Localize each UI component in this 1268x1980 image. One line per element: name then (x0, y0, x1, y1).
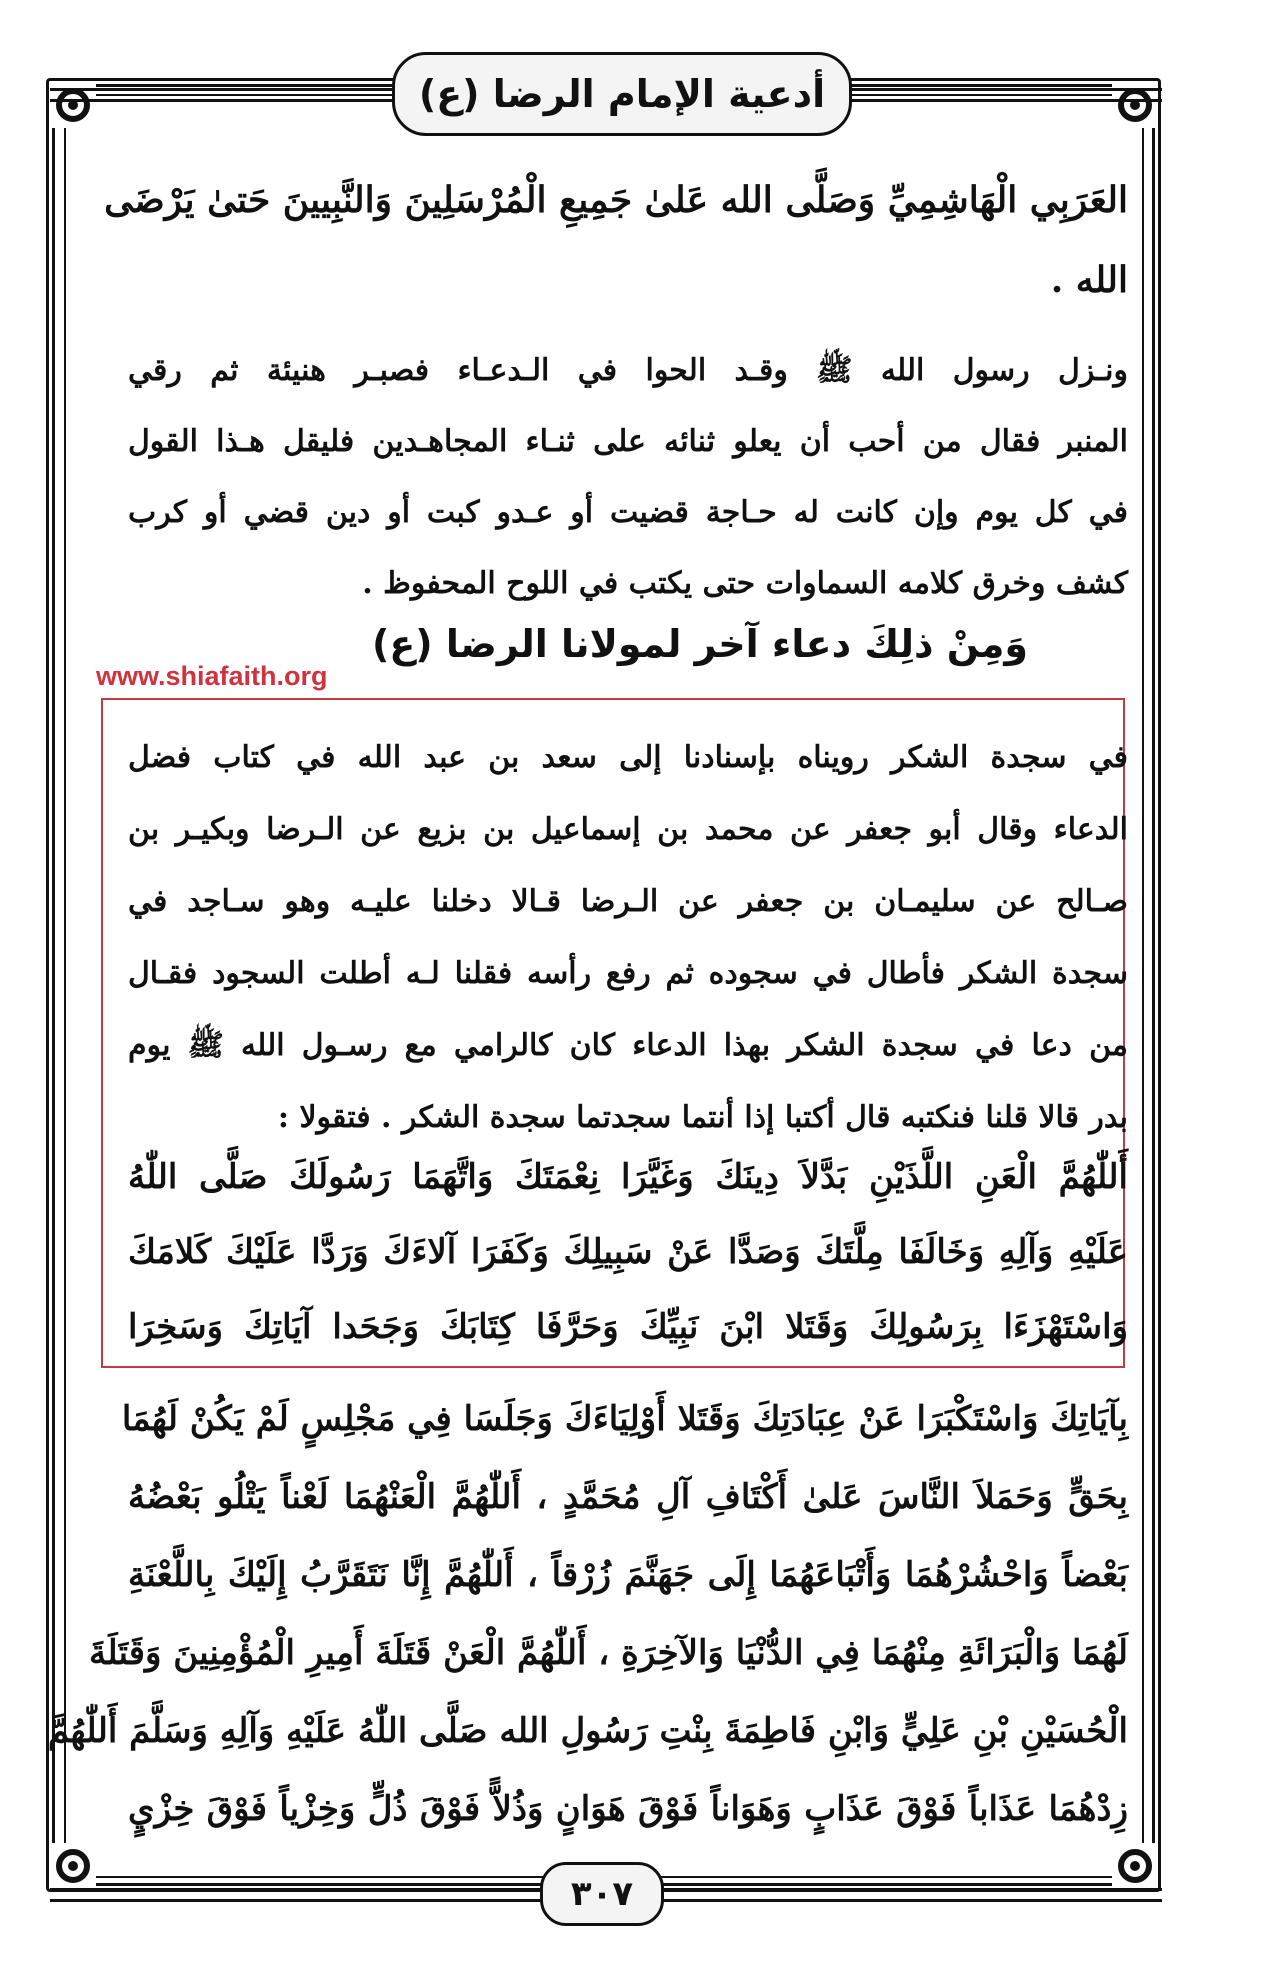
text-line: بِآيَاتِكَ وَاسْتَكْبَرَا عَنْ عِبَادَتِكَ وَقَتَلا أَوْلِيَاءَكَ وَجَلَسَا فِي مَجْلِسٍ لَمْ يَكُنْ لَهُمَا (121, 1399, 1128, 1439)
text-line: أَللّٰهُمَّ الْعَنِ اللَّذَيْنِ بَدَّلاَ دِينَكَ وَغَيَّرَا نِعْمَتَكَ وَاتَّهَمَا رَسُولَكَ صَلَّى اللّٰهُ (128, 1157, 1128, 1197)
header-rule (50, 88, 395, 102)
text-line: وَاسْتَهْزَءَا بِرَسُولِكَ وَقَتَلا ابْنَ نَبِيِّكَ وَحَرَّفَا كِتَابَكَ وَجَحَدا آيَاتِكَ وَسَخِرَا (128, 1307, 1128, 1347)
supplication-boxed (128, 1140, 1128, 1365)
text-line: ونـزل رسول الله ﷺ وقـد الحوا في الـدعـاء فصبـر هنيئة ثم رقي (128, 353, 1128, 388)
intro-paragraph (104, 160, 1128, 320)
watermark-link[interactable]: www.shiafaith.org (96, 661, 328, 691)
text-line: بَعْضاً وَاحْشُرْهُمَا وَأَتْبَاعَهُمَا إِلَى جَهَنَّمَ زُرْقاً ، أَللّٰهُمَّ إِنَّا نَتَقَرَّبُ إِلَيْكَ بِاللَّعْنَةِ (128, 1555, 1128, 1595)
text-line: عَلَيْهِ وَآلِهِ وَخَالَفَا مِلَّتَكَ وَصَدَّا عَنْ سَبِيلِكَ وَكَفَرَا آلاءَكَ وَرَدَّا عَلَيْكَ كَلامَكَ (128, 1232, 1128, 1272)
supplication-continued (47, 1380, 1128, 1848)
section-heading: وَمِنْ ذلِكَ دعاء آخر لمولانا الرضا (ع) (371, 622, 1029, 666)
running-header (392, 52, 852, 136)
corner-ornament-icon (50, 1843, 96, 1889)
text-line: بِحَقٍّ وَحَمَلاَ النَّاسَ عَلىٰ أَكْتَافِ آلِ مُحَمَّدٍ ، أَللّٰهُمَّ الْعَنْهُمَا لَعْناً يَتْلُو بَعْضُهُ (128, 1477, 1128, 1517)
page-number-badge (540, 1862, 664, 1926)
text-line: كشف وخرق كلامه السماوات حتى يكتب في اللوح المحفوظ . (362, 566, 1128, 601)
text-line: في كل يوم وإن كانت له حـاجة قضيت أو عـدو كبت أو دين قضي أو كرب (128, 495, 1128, 530)
corner-ornament-icon (1112, 1843, 1158, 1889)
text-line: بدر قالا قلنا فنكتبه قال أكتبا إذا أنتما سجدتما سجدة الشكر . فتقولا : (277, 1100, 1128, 1135)
text-line: زِدْهُمَا عَذَاباً فَوْقَ عَذَابٍ وَهَوَاناً فَوْقَ هَوَانٍ وَذُلاًّ فَوْقَ ذُلٍّ وَخِزْياً فَوْقَ خِزْيٍ (128, 1789, 1128, 1829)
book-title: أدعية الإمام الرضا (ع) (418, 72, 826, 116)
text-line: في سجدة الشكر رويناه بإسنادنا إلى سعد بن عبد الله في كتاب فضل (128, 740, 1128, 775)
text-line: المنبر فقال من أحب أن يعلو ثنائه على ثنـاء المجاهـدين فليقل هـذا القول (128, 424, 1128, 459)
text-line: من دعا في سجدة الشكر بهذا الدعاء كان كالرامي مع رسـول الله ﷺ يوم (128, 1028, 1128, 1063)
text-line: سجدة الشكر فأطال في سجوده ثم رفع رأسه فقلنا لـه أطلت السجود فقـال (128, 956, 1128, 991)
page-number: ٣٠٧ (570, 1874, 634, 1914)
text-line: الدعاء وقال أبو جعفر عن محمد بن إسماعيل بن بزيع عن الـرضا وبكيـر بن (128, 812, 1128, 847)
text-line: صـالح عن سليمـان بن جعفر عن الـرضا قـالا دخلنا عليـه وهو سـاجد في (128, 884, 1128, 919)
isnad-paragraph (128, 722, 1128, 1154)
narrative-paragraph (128, 335, 1128, 619)
header-rule (850, 88, 1162, 102)
text-line: لَهُمَا وَالْبَرَائَةِ مِنْهُمَا فِي الدُّنْيَا وَالآخِرَةِ ، أَللّٰهُمَّ الْعَنْ قَتَلَةَ أَمِيرِ الْمُؤْمِنِينَ وَقَتَلَةَ (89, 1633, 1128, 1673)
footer-rule (662, 1888, 1162, 1902)
text-line: الْحُسَيْنِ بْنِ عَلِيٍّ وَابْنِ فَاطِمَةَ بِنْتِ رَسُولِ الله صَلَّى اللّٰهُ عَلَيْهِ وَآلِهِ وَسَلَّمَ أَللّٰهُمَّ (47, 1711, 1128, 1751)
text-line: الله . (1050, 259, 1128, 301)
text-line: العَرَبِي الْهَاشِمِيِّ وَصَلَّى الله عَلىٰ جَمِيعِ الْمُرْسَلِينَ وَالنَّبِيينَ حَتىٰ يَرْضَى (104, 179, 1128, 221)
footer-rule (50, 1888, 542, 1902)
